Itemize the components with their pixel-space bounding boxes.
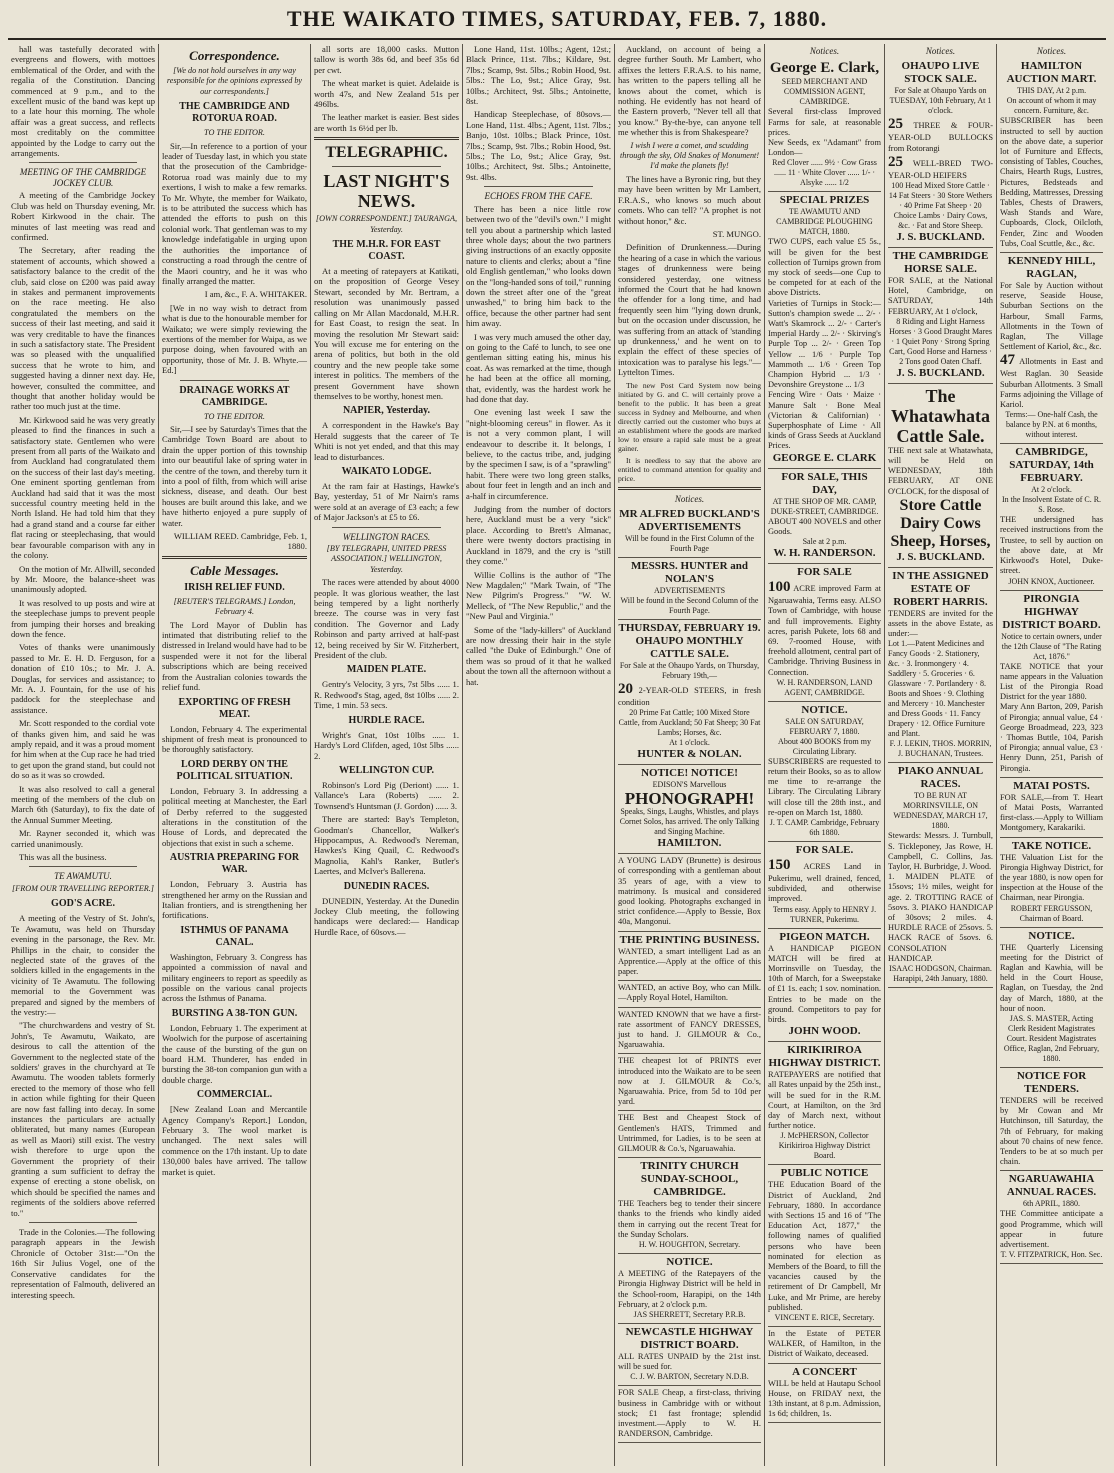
article-paragraph: Lone Hand, 11st. 10lbs.; Agent, 12st.; Black Prince, 11st. 7lbs.; Kildare, 9st. 7lbs.; Scamp, 9st. 5lbs.; Robin Hood, 9st. 5lbs.: The Lo, 9st.; Alice Gray, 9st. 10lbs.; Architect, 9st. 5lbs.; Antoinette, 8st. [466, 44, 611, 107]
ad-title: NOTICE FOR TENDERS. [1016, 1069, 1087, 1095]
ad-title: FOR SALE [797, 566, 852, 579]
advertisement [768, 1042, 881, 1165]
advertisement [768, 1165, 881, 1327]
advertisement [618, 932, 761, 982]
article-paragraph: It was also resolved to call a general meeting of the members of the club on March 6th (Saturday), to fix the date of the Annual Summer Meeting. [11, 783, 155, 825]
masthead: THE WAIKATO TIMES, SATURDAY, FEB. 7, 1880. [286, 6, 828, 31]
ad-body: SUBSCRIBER has been instructed to sell by auction on the above date, a superior lot of Furniture and Effects, consisting of Tables, Couches, Chairs, Hearth Rugs, Lustres, Pictures, Bedsteads and Bedding, Mattresses, Dressing Tables, Chests of Drawers, Wash Stands and Ware, Cupboards, Clock, Oilcloth, Fender, Zinc and Wooden Tubs, Coal Scuttle, &c., &c. [1000, 116, 1103, 248]
signature: WILLIAM REED. Cambridge, Feb. 1, 1880. [173, 531, 307, 552]
ad-body: Varieties of Turnips in Stock:— Sutton's champion swede ... 2/- · Watt's Skamrock ... 2/- · Carter's Imperial Hardy ... 2/- · Skirving's Purple Top ... 2/- · Green Top Yellow ... 1/6 · Purple Top Mammoth ... 1/6 · Green Top Champion Hybrid ... 1/3 · Devonshire Greystone ... 1/3 [768, 298, 881, 390]
ad-title: FOR SALE, THIS DAY, [781, 470, 868, 496]
ad-body: About 400 BOOKS from my Circulating Library. [778, 736, 871, 756]
ad-body: FOR SALE, at the National Hotel, Cambridge, on SATURDAY, 14th FEBRUARY, At 1 o'clock, [888, 276, 993, 316]
ad-title: PIAKO ANNUAL RACES. [897, 765, 984, 791]
race-result: Gentry's Velocity, 3 yrs, 7st 5lbs ...... 1. R. Redwood's Stag, aged, 8st 10lbs ...... 2. Time, 1 min. 53 secs. [314, 679, 459, 711]
advertisement [618, 1386, 761, 1443]
ad-body: THE undersigned has received instructions from the Trustee, to sell by auction on the above date, at Mr Kirkwood's Hotel, Duke-street. [1000, 515, 1103, 576]
ad-title: RAGLAN, [1026, 268, 1077, 281]
article-heading: NAPIER, Yesterday. [342, 405, 431, 417]
ad-number: 150 [768, 856, 791, 873]
ad-body: ADVERTISEMENTS [653, 586, 726, 595]
section-subheading: [FROM OUR TRAVELLING REPORTER.] [12, 883, 154, 893]
article-paragraph: It is needless to say that the above are entitled to command attention for quality and price. [618, 455, 761, 483]
advertisement [1000, 1171, 1103, 1264]
editor-note: [We do not hold ourselves in any way responsible for the opinions expressed by our correspondents.] [166, 66, 303, 96]
article-heading: ISTHMUS OF PANAMA CANAL. [180, 924, 289, 948]
ad-body: Lot 1.—Patent Medicines and Fancy Goods · 2. Stationery, &c. · 3. Ironmongery · 4. Saddlery · 5. Groceries · 6. Glassware · 7. Portlandery · 8. Boots and Shoes · 9. Clothing and Mercery · 10. Manchester and Dress Goods · 11. Fancy Drapery · 12. Office Furniture and Plant. [888, 639, 986, 739]
advertisement [1000, 253, 1103, 444]
advertisement [768, 564, 881, 702]
ad-body: New Seeds, ex "Adamant" from London— [768, 138, 881, 158]
advertisement [618, 854, 761, 931]
article-paragraph: There are started: Bay's Templeton, Goodman's Chancellor, Walker's Hippocampus, A. Redwood's Nereman, Hawkes's King Quail, C. Redwood's Magnolia, Kahl's Ranker, Butler's Laertes, and McIver's Ballerena. [314, 814, 459, 877]
ad-body: Speaks, Sings, Laughs, Whistles, and plays Cornet Solos, has arrived. The only Talking and Singing Machine. [619, 807, 760, 837]
article-heading: THE CAMBRIDGE AND ROTORUA ROAD. [179, 101, 290, 125]
masthead-rule [8, 38, 1106, 40]
article-subheading: [BY TELEGRAPH, UNITED PRESS ASSOCIATION.] WELLINGTON, Yesterday. [326, 544, 447, 574]
ad-title: NOTICE. [1028, 929, 1075, 942]
article-paragraph: Definition of Drunkenness.—During the hearing of a case in which the various stages of drunkenness were being considered yesterday, one witness informed the Court that he had known the offender for a long time, and had frequently seen him "lying down drunk, but on the occasion under discussion, he was suffering from an attack of 'standing up drunkenness,' and he went on to explain the effect of these species of intoxication was to paralyse his legs."—Lyttelton Times. [618, 242, 761, 378]
ad-subtitle: 6th APRIL, 1880. [1023, 1199, 1080, 1209]
ad-body: THE Quarterly Licensing meeting for the District of Raglan and Kawhia, will be held in the Court House, Raglan, on Tuesday, the 2nd day of March, 1880, at the hour of noon. [1000, 942, 1103, 1013]
ad-signature: J. T. CAMP. Cambridge, February 6th 1880. [769, 817, 880, 837]
article-paragraph: Washington, February 3. Congress has appointed a commission of naval and military engineers to report as speedily as possible on the various canal projects across the Isthmus of Panama. [162, 951, 307, 1004]
article-paragraph: London, February 4. The experimental shipment of fresh meat is pronounced to be thoroughly satisfactory. [162, 723, 307, 755]
article-paragraph: I was very much amused the other day, on going to the Café to lunch, to see one gentleman sitting eating his, minus his coat. As was remarked at the time, though he had been at the office all morning, that, evidently, was the hardest work he had done that day. [466, 331, 611, 404]
advertisement [888, 568, 993, 764]
article-paragraph: The wheat market is quiet. Adelaide is worth 47s, and New Zealand 51s per 496lbs. [314, 78, 459, 110]
ad-signature: T. V. FITZPATRICK, Hon. Sec. [1000, 1250, 1103, 1260]
ad-title: MR ALFRED BUCKLAND'S ADVERTISEMENTS [619, 508, 760, 533]
ad-body: Mary Ann Barton, 209, Parish of Pirongia; annual value, £4 · George Broadmead, 223, 323 · Thomas Buttle, 104, Parish of Pirongia; annual value, £3 · Henry Dunn, 251, Parish of Pirongia. [1000, 702, 1103, 773]
column-2 [158, 44, 310, 1466]
advertisement [618, 620, 761, 765]
ad-title: NEWCASTLE HIGHWAY DISTRICT BOARD. [625, 1325, 754, 1351]
ad-body: Sale at 2 p.m. [802, 537, 847, 547]
ad-signature: JOHN WOOD. [788, 1025, 861, 1038]
ad-title: IN THE ASSIGNED ESTATE OF ROBERT HARRIS. [892, 569, 989, 608]
ad-signature: JOHN KNOX, Auctioneer. [1008, 576, 1095, 586]
ad-subtitle: For Sale at Ohaupo Yards on TUESDAY, 10th February, At 1 o'clock. [889, 86, 992, 116]
ad-title: THE PRINTING BUSINESS. [619, 933, 760, 946]
ad-signature: ISAAC HODGSON, Chairman. Harapipi, 24th January, 1880. [889, 964, 992, 984]
advertisement [618, 1054, 761, 1111]
divider [332, 166, 441, 167]
advertisement [1000, 1068, 1103, 1171]
ad-title: NOTICE. [801, 703, 848, 716]
ad-title: OHAUPO LIVE STOCK SALE. [901, 60, 980, 86]
ad-title: George E. Clark, [769, 60, 880, 77]
race-heading: MAIDEN PLATE. [346, 664, 427, 676]
ad-number: 100 [768, 579, 791, 596]
ad-body: WANTED, a smart intelligent Lad as an Apprentice.—Apply at the office of this paper. [618, 946, 761, 977]
ad-title: SPECIAL PRIZES [779, 194, 870, 207]
advertisement [768, 702, 881, 842]
ad-body: FOR SALE Cheap, a first-class, thriving business in Cambridge with or without stock; £1 fast frontage; splendid investment.—Apply to W. H. RANDERSON, Cambridge. [618, 1388, 761, 1439]
ad-number: 25 [888, 116, 903, 133]
race-heading: WELLINGTON CUP. [338, 764, 435, 776]
ad-body: 1. MAIDEN PLATE of 15sovs; 1½ miles, weight for age. 2. TROTTING RACE of 5sovs. 3. PIAKO HANDICAP of 30sovs; 2 miles. 4. HURDLE RACE of 25sovs. 5. HACK RACE of 5sovs. 6. CONSOLATION HANDICAP. [888, 872, 993, 963]
ad-signature: Terms easy. Apply to HENRY J. TURNER, Pukerimu. [772, 904, 877, 924]
advertisement [618, 1111, 761, 1158]
poem: I wish I were a comet, and scudding through the sky, Old Snakes of Monument! I'd make the planets fly! [619, 140, 760, 171]
advertisement [1000, 58, 1103, 253]
article-paragraph: A correspondent in the Hawke's Bay Herald suggests that the career of Te Whiti is not yet ended, and that this may lead to disturbances. [314, 420, 459, 462]
ad-signature: J. S. BUCKLAND. [896, 366, 985, 379]
advertisement [618, 1008, 761, 1055]
advertisement [618, 981, 761, 1007]
advertisement [1000, 591, 1103, 778]
article-paragraph: hall was tastefully decorated with evergreens and flowers, with mottoes emblematical of the Order, and with the regalia of the Constitution. Dancing commenced at 9 p.m., and to the excellent music of the band was kept up to a late hour this morning. The whole affair was a great success, and reflects most creditably on the committee appointed by the Lodge to carry out the arrangements. [11, 44, 155, 159]
ad-subtitle: AT THE SHOP OF MR. CAMP, DUKE-STREET, CAMBRIDGE. [770, 496, 879, 516]
signature: I am, &c., F. A. WHITAKER. [204, 289, 307, 300]
advertisement [618, 1158, 761, 1254]
article-paragraph: Auckland, on account of being a degree further South. Mr Lambert, who affixes the letters F.R.A.S. to his name, has written to the papers telling all he knows about the comet, which is nothing. He evidently has not heard of the Eastern proverb, "Never tell all that you know." By-the-bye, can anyone tell me whether this is from Shakespeare? [618, 44, 761, 138]
ad-body: Allotments in East and West Raglan. 30 Seaside Suburban Allotments. 3 Small Farms adjoining the Village of Kariol. [1000, 357, 1103, 410]
column-8 [996, 44, 1106, 1466]
column-5 [614, 44, 764, 1466]
article-heading: WAIKATO LODGE. [341, 465, 432, 477]
section-heading: MEETING OF THE CAMBRIDGE JOCKEY CLUB. [19, 167, 147, 188]
article-paragraph: London, February 3. In addressing a political meeting at Manchester, the Earl of Derby referred to the suggested alterations in the constitution of the House of Lords, and deprecated the objections that exist in such a scheme. [162, 785, 307, 848]
article-paragraph: It was resolved to up posts and wire at the steeplechase jumps to prevent people from jumping their horses and breaking down the fence. [11, 597, 155, 639]
ad-subtitle: TE AWAMUTU AND CAMBRIDGE PLOUGHING MATCH, 1880. [776, 207, 873, 237]
article-heading: GOD'S ACRE. [51, 898, 115, 910]
ad-subtitle: At 2 o'clock. [1031, 485, 1072, 495]
advertisement [1000, 928, 1103, 1068]
article-heading: EXPORTING OF FRESH MEAT. [178, 696, 291, 720]
ad-title: MESSRS. HUNTER and NOLAN'S [630, 560, 749, 585]
article-paragraph: Votes of thanks were unanimously passed to Mr. E. H. D. Ferguson, for a donation of £10 10s.; to Mr. J. A. Douglas, for services and assistance; to Mr. A. J. Fountain, for the use of his paddock for the steeplechase and assistance. [11, 642, 155, 715]
article-paragraph: There has been a nice little row between two of the "devil's own." I might tell you about a partnership which lasted three whole days; about the two partners giving instructions of an exactly opposite nature to clients and clerks; about a "fine old English gentleman," who looks down on the "long-handed sons of toil," running down the street after one of the "great unwashed," to bring him back to the office, because the other partner had sent him away. [466, 203, 611, 329]
ad-subtitle: SALE ON SATURDAY, FEBRUARY 7, 1880. [785, 716, 864, 736]
ad-signature: JAS. S. MASTER, Acting Clerk Resident Magistrates Court. Resident Magistrates Office, Raglan, 2nd February, 1880. [1003, 1013, 1100, 1063]
ad-body: Stewards: Messrs. J. Turnbull, S. Tickleponey, Jas Rowe, H. Campbell, C. Collins, Jas. Taylor, H. Burbridge, J. Wood. [888, 831, 993, 872]
ad-body: WANTED, an active Boy, who can Milk.—Apply Royal Hotel, Hamilton. [618, 983, 761, 1003]
advertisement [618, 558, 761, 620]
advertisement [768, 192, 881, 468]
ad-title: THE CAMBRIDGE HORSE SALE. [892, 250, 989, 276]
ad-title: KENNEDY HILL, [1007, 255, 1096, 268]
section-heading: Correspondence. [189, 48, 280, 63]
ad-body: For Sale by Auction without reserve, Seaside House, Suburban Sections on the Harbour, Small Farms, Allotments in the Town of Raglan, The Village Settlement of Kariol, &c., &c. [1000, 281, 1103, 352]
ad-title: NOTICE! NOTICE! [641, 767, 738, 780]
ad-body: On account of whom it may concern. Furniture, &c. [1006, 96, 1097, 116]
ad-body: Terms:— One-half Cash, the balance by P.N. at 6 months, without interest. [1005, 410, 1098, 440]
ad-signature: C. J. W. BARTON, Secretary N.D.B. [630, 1372, 749, 1382]
advertisement [768, 1364, 881, 1424]
article-paragraph: The Secretary, after reading the statement of accounts, which showed a satisfactory balance to the credit of the club, said close on £200 was paid away in stakes and permanent improvements on the race meeting. He also congratulated the members on the success of their last meeting, and said it was very creditable to have the finances in such a satisfactory state. The President was so pleased with the unqualified success that he wrote to him, and suggested having a dinner next day. He, however, consulted the committee, and thought that another holiday would be rather too much just at the time. [11, 245, 155, 412]
ad-body: THE Valuation List for the Pirongia Highway District, for the year 1880, is now open for inspection at the House of the Chairman, near Pirongia. [1000, 852, 1103, 903]
advertisement [768, 469, 881, 564]
advertisement [1000, 838, 1103, 928]
divider [162, 556, 307, 559]
advertisement [768, 842, 881, 929]
divider [314, 137, 459, 140]
article-paragraph: The Lord Mayor of Dublin has intimated that distributing relief to the distressed in Ireland would have had to be suspended were it not for the liberal subscriptions which are being received from the Australian colonies towards the relief fund. [162, 619, 307, 693]
article-paragraph: A meeting of the Cambridge Jockey Club was held on Thursday evening, Mr. Robert Kirkwood in the chair. The minutes of last meeting was read and confirmed. [11, 190, 155, 242]
ad-signature: GEORGE E. CLARK [772, 451, 877, 464]
article-paragraph: At a meeting of ratepayers at Katikati, on the proposition of George Vesey Stewart, seconded by Mr. Bertram, a resolution was unanimously passed calling on Mr Allan Macdonald, M.H.R. for East Coast, to resign the seat. In moving the resolution Mr Stewart said: You will excuse me for entering on the arena of politics, but both in the old country and the new people take some interest in politics. The members of the present Government have shown themselves to be worthy, honest men. [314, 266, 459, 401]
notices-heading: Notices. [809, 46, 840, 56]
ad-title: NGARUAWAHIA ANNUAL RACES. [1006, 1173, 1097, 1199]
ad-body: 20 Prime Fat Cattle; 100 Mixed Store Cattle, from Auckland; 50 Fat Sheep; 30 Fat Lambs; Horses, &c. [618, 708, 761, 738]
column-4 [462, 44, 614, 1466]
article-heading: AUSTRIA PREPARING FOR WAR. [169, 852, 300, 876]
ad-title: PIRONGIA HIGHWAY DISTRICT BOARD. [1002, 592, 1101, 631]
ad-title: FOR SALE. [795, 843, 854, 856]
article-heading: WELLINGTON RACES. [342, 531, 431, 542]
article-paragraph: [New Zealand Loan and Mercantile Agency Company's Report.] London, February 3. The wool market is unchanged. The next sales will commence on the 17th instant. Up to date 130,000 bales have arrived. The tallow market is quiet. [162, 1104, 307, 1177]
ad-title: PUBLIC NOTICE [780, 1167, 869, 1180]
ad-subtitle: THIS DAY, At 2 p.m. [1016, 86, 1087, 96]
ad-body: A MEETING of the Ratepayers of the Pirongia Highway District will be held in the School-room, Harapipi, on the 14th February, at 2 o'clock p.m. [618, 1269, 761, 1309]
ad-body: A HANDICAP PIGEON MATCH will be fired at Morrinsville on Tuesday, the 10th of March, for a Sweepstake of £1 1s. each; 1 sov. nomination. Entries to be made on the ground. Competitors to pay for birds. [768, 943, 881, 1024]
ad-title: PIGEON MATCH. [779, 930, 870, 943]
column-1 [8, 44, 158, 1466]
article-subheading: TO THE EDITOR. [204, 128, 265, 138]
ad-body: THREE & FOUR-YEAR-OLD BULLOCKS from Rotorangi [888, 121, 993, 153]
ad-signature: W. H. RANDERSON. [773, 547, 876, 560]
ad-body: ACRE improved Farm at Ngaruawahia, Terms easy. ALSO Town of Cambridge, with house and full improvements. Eighty acres, parish Pukete, lots 68 and 69. 7-roomed House, with freehold allotment, central part of Cambridge. Thriving Business in Connection. [768, 584, 882, 677]
article-paragraph: Handicap Steeplechase, of 80sovs.— Lone Hand, 11st. 4lbs.; Agent, 11st. 7lbs.; Banjo, 10st. 10lbs.; Black Prince, 10st. 7lbs.; Scamp, 9st. 7lbs.; Robin Hood, 9st. 5lbs.; The Lo, 9st.; Alice Gray, 9st. 10lbs.; Architect, 9st. 5lbs.; Antoinette, 9st. 4lbs. [466, 109, 611, 182]
article-paragraph: A meeting of the Vestry of St. John's, Te Awamutu, was held on Thursday evening in the parsonage, the Rev. Mr. Phillips in the chair, to consider the neglected state of the graves of the soldiers killed in the engagements in the vicinity of Te Awamutu. The following memorial to the Government was prepared and signed by the members of the vestry:— [11, 913, 155, 1017]
ad-title: PHONOGRAPH! [624, 789, 755, 809]
divider [29, 162, 137, 163]
notices-heading: Notices. [925, 46, 956, 56]
signature: ST. MUNGO. [712, 228, 761, 239]
divider [29, 866, 137, 867]
divider [29, 1222, 137, 1223]
editor-comment: [We in no way wish to detract from what is due to the honourable member for Waikato; we were simply reviewing the exertions of the member for Waipa, as we purpose doing, when favoured with an opportunity, those of Mr. J. B. Whyte.—Ed.] [162, 302, 307, 376]
article-heading: THE M.H.R. FOR EAST COAST. [332, 239, 441, 263]
ad-number: 47 [1000, 352, 1015, 369]
advertisement [618, 1324, 761, 1386]
advertisement [768, 1327, 881, 1364]
ad-number: 25 [888, 153, 903, 170]
article-subheading: [REUTER'S TELEGRAMS.] London, February 4. [173, 596, 296, 617]
divider [332, 527, 441, 528]
ad-body: ABOUT 400 NOVELS and other Goods. [768, 516, 881, 536]
ad-body: Notice to certain owners, under the 12th Clause of "The Rating Act, 1876." [1001, 631, 1102, 661]
ad-body: THE next sale at Whatawhata, will be Held on WEDNESDAY, 18th FEBRUARY, AT ONE O'CLOCK, for the disposal of [888, 445, 993, 496]
article-paragraph: Trade in the Colonies.—The following paragraph appears in the Jewish Chronicle of October 31st:—"On the 16th Sir Julius Vogel, one of the Conservative candidates for the representation of Falmouth, delivered an interesting speech. [11, 1227, 155, 1300]
article-paragraph: This was all the business. [19, 852, 107, 863]
ad-body: THE Education Board of the District of Auckland, 2nd February, 1880. In accordance with Sections 15 and 16 of "The Education Act, 1877," the following names of qualified persons who have been nominated for election as Members of the Board, to fill the vacancies caused by the retirement of Dr Campbell, Mr Luke, and Mr Prime, are hereby published. [768, 1180, 881, 1312]
ad-title: CAMBRIDGE, SATURDAY, 14th FEBRUARY. [1009, 446, 1094, 485]
ad-title: Store Cattle Dairy Cows Sheep, Horses, [890, 496, 991, 550]
article-paragraph: Mr. Scott responded to the cordial vote of thanks given him, and said he was amply repaid, and it was a proud moment for him when at the Cup race he had tried to get upon the grand stand, but could not do so as it was so crowded. [11, 718, 155, 781]
ad-signature: VINCENT E. RICE, Secretary. [774, 1313, 875, 1323]
ad-body: 100 Head Mixed Store Cattle · 14 Fat Steers · 30 Store Wethers · 40 Prime Fat Sheep · 20 Choice Lambs · Dairy Cows, &c. · Fat and Store Sheep. [888, 181, 993, 231]
ad-body: TAKE NOTICE that your name appears in the Valuation List of the Pirongia Road District for the year 1880. [1000, 661, 1103, 702]
advertisement [618, 765, 761, 854]
ad-number: 20 [618, 681, 633, 697]
ad-signature: HUNTER & NOLAN. [637, 748, 742, 761]
article-paragraph: all sorts are 18,000 casks. Mutton tallow is worth 38s 6d, and beef 35s 6d per cwt. [314, 44, 459, 75]
ad-body: In the Insolvent Estate of C. R. S. Rose. [1001, 495, 1102, 515]
article-paragraph: Sir,—In reference to a portion of your leader of Tuesday last, in which you state that the prosecution of the Cambridge-Rotorua road was mainly due to my exertions, I wish to make a few remarks. To Mr. Whyte, the member for Waikato, is to be attributed the success which has attended the efforts to push on this colonial work. That gentleman was to my knowledge indefatigable in urging upon the authorities the importance of constructing a road through the centre of the Maori country, and he it was who finally arranged the matter. [162, 140, 307, 286]
ad-body: TENDERS will be received by Mr Cowan and Mr Hutchinson, till Saturday, the 7th of February, for making about 70 chains of new fence. Tenders to be at so much per chain. [1000, 1095, 1103, 1167]
ad-subtitle: TO BE RUN AT MORRINSVILLE, ON WEDNESDAY, MARCH 17, 1880. [893, 791, 988, 831]
article-paragraph: At the ram fair at Hastings, Hawke's Bay, yesterday, 51 of Mr Nairn's rams were sold at an average of £3 each; a few of Major Jackson's at £5 to £6. [314, 480, 459, 523]
article-paragraph: The leather market is easier. Best sides are worth 1s 6½d per lb. [314, 112, 459, 133]
ad-title: MATAI POSTS. [1013, 779, 1090, 792]
ad-title: HAMILTON AUCTION MART. [1006, 60, 1097, 86]
ad-body: Red Clover ...... 9½ · Cow Grass ...... 11 · White Clover ...... 1/- · Alsyke ...... 1/2 [772, 158, 877, 188]
advertisement [888, 248, 993, 384]
article-paragraph: Sir,—I see by Saturday's Times that the Cambridge Town Board are about to drain the upper portion of this township into our beautiful lake of spring water in the centre of the town, and thereby turn it into a pool of filth, from which will arise sickness, disease, and death. Our best houses are built around this lake, and we have hitherto enjoyed a pure supply of water. [162, 423, 307, 528]
ad-body: WILL be held at Hautapu School House, on FRIDAY next, the 13th instant, at 8 p.m. Admission, 1s 6d; children, 1s. [768, 1378, 881, 1419]
section-heading: ECHOES FROM THE CAFE. [484, 191, 593, 202]
section-heading: TELEGRAPHIC. [325, 144, 448, 162]
article-heading: BURSTING A 38-TON GUN. [171, 1007, 298, 1019]
ad-title: KIRIKIRIROA HIGHWAY DISTRICT. [768, 1044, 881, 1070]
article-paragraph: The new Post Card System now being initiated by G. and C. will certainly prove a benefit to the public. It has been a great success in Sydney and Melbourne, and when directly carried out the customer who buys at an establishment where the goods are marked low to ensure a rapid sale must be a great gainer. [618, 380, 761, 453]
article-paragraph: London, February 3. Austria has strengthened her army on the Russian and Italian frontiers, and is strengthening her fortifications. [162, 879, 307, 921]
divider [618, 487, 761, 490]
divider [180, 380, 289, 381]
ad-body: THE Best and Cheapest Stock of Gentlemen's HATS, Trimmed and Untrimmed, for Ladies, is to be seen at GILMOUR & Co.'s, Ngaruawahia. [618, 1113, 761, 1154]
ad-body: 8 Riding and Light Harness Horses · 3 Good Draught Mares · 1 Quiet Pony · Strong Spring Cart, Good Horse and Harness · 2 Tons good Oaten Chaff. [889, 316, 992, 366]
ad-body: ACRES Land in Pukerimu, well drained, fenced, subdivided, and otherwise improved. [768, 861, 881, 904]
ad-body: In the Estate of PETER WALKER, of Hamilton, in the District of Waikato, deceased. [768, 1329, 881, 1359]
ad-title: TRINITY CHURCH SUNDAY-SCHOOL, CAMBRIDGE. [640, 1160, 739, 1199]
ad-body: WELL-BRED TWO-YEAR-OLD HEIFERS [888, 158, 993, 180]
column-6 [764, 44, 884, 1466]
column-3 [310, 44, 462, 1466]
race-heading: HURDLE RACE. [348, 714, 425, 726]
ad-title: THURSDAY, FEBRUARY 19. [618, 622, 761, 634]
notices-heading: Notices. [674, 493, 705, 504]
race-result: Robinson's Lord Pig (Deriont) ...... 1. Vallance's Lara (Roberts) ...... 2. Townsend's Huntsman (J. Gordon) ...... 3. [314, 779, 459, 811]
article-paragraph: Mr. Kirkwood said he was very greatly pleased to find the finances in such a satisfactory state. Gentlemen who were present from all parts of the Waikato and from Auckland had congratulated them on the success of their last day's meeting. One eminent sporting gentleman from Auckland had said that it was the most successful country meeting held in the North Island. He had told him that they had a grand stand and a course far either flat racing or steeplechasing, that would bear favourable comparison with any in the colony. [11, 414, 155, 561]
ad-signature: HAMILTON. [657, 837, 722, 850]
ad-body: SEED MERCHANT AND COMMISSION AGENT, CAMBRIDGE. [781, 77, 868, 107]
section-heading: Cable Messages. [190, 562, 279, 578]
ad-body: THE Committee anticipate a good Programme, which will appear in future advertisement. [1000, 1209, 1103, 1250]
ad-body: TENDERS are invited for the assets in the above Estate, as under:— [888, 608, 993, 639]
ad-body: ALL RATES UNPAID by the 21st inst. will be sued for. [618, 1351, 761, 1372]
ad-signature: J. S. BUCKLAND. [896, 231, 985, 244]
article-heading: COMMERCIAL. [196, 1089, 273, 1101]
advertisement [618, 506, 761, 558]
ad-signature: ROBERT FERGUSSON, Chairman of Board. [1010, 903, 1093, 923]
advertisement [888, 384, 993, 568]
ad-title: NOTICE. [666, 1256, 713, 1269]
ad-title: OHAUPO MONTHLY CATTLE SALE. [635, 635, 744, 660]
article-paragraph: The races were attended by about 4000 people. It was glorious weather, the last being tempered by a light northerly breeze. The course was in very fast condition. The Governor and Lady Robinson and party arrived at half-past 12, being received by Sir W. Fitzherbert, President of the club. [314, 577, 459, 661]
ad-body: WANTED KNOWN that we have a first-rate assortment of FANCY DRESSES, just to hand. J. GILMOUR & Co., Ngaruawahia. [618, 1009, 761, 1050]
section-heading: LAST NIGHT'S NEWS. [323, 171, 450, 212]
ad-body: For Sale at the Ohaupo Yards, on Thursday, February 19th,— [619, 661, 760, 680]
section-subheading: [OWN CORRESPONDENT.] TAURANGA, Yesterday. [315, 214, 458, 234]
article-subheading: TO THE EDITOR. [204, 411, 265, 421]
advertisement [888, 763, 993, 988]
ad-body: Will be found in the First Column of the Fourth Page [625, 534, 754, 553]
article-paragraph: London, February 1. The experiment at Woolwich for the purpose of ascertaining the cause of the bursting of the gun on board H.M. Thunderer, has ended in bursting the 38-ton companion gun with a double charge. [162, 1022, 307, 1085]
section-heading: TE AWAMUTU. [54, 871, 112, 882]
ad-body: EDISON'S Marvellous [652, 780, 727, 790]
article-paragraph: DUNEDIN, Yesterday. At the Dunedin Jockey Club meeting, the following handicaps were declared:— Handicap Hurdle Race, of 60sovs.— [314, 895, 459, 937]
article-heading: LORD DERBY ON THE POLITICAL SITUATION. [176, 758, 293, 782]
ad-signature: J. S. BUCKLAND. [896, 550, 985, 563]
article-paragraph: "The churchwardens and vestry of St. John's, Te Awamutu, Waikato, are desirous to call the attention of the Government to the neglected state of the soldiers' graves in the churchyard at Te Awamutu. The wooden tablets formerly erected to the memory of those who fell in action while fighting for their Queen are now fast falling into decay. In some instances the particulars are actually obliterated, but many names (European as well as Maori) still exist. The vestry wish therefore to urge upon the Government the propriety of their granting a sum sufficient to defray the expense of erecting a stone obelisk, on which should be specified the names and regiments of the soldiers above referred to." [11, 1020, 155, 1218]
ad-body: RATEPAYERS are notified that all Rates unpaid by the 25th inst., will be sued for in the R.M. Court, at Hamilton, on the 3rd day of March next, without further notice. [768, 1070, 881, 1131]
article-heading: IRISH RELIEF FUND. [184, 581, 285, 593]
ad-body: THE Teachers beg to tender their sincere thanks to the friends who kindly aided them in carrying out the recent Treat for the Sunday Scholars. [618, 1199, 761, 1239]
ad-body: FOR SALE,—from T. Heart of Matai Posts, Warranted first-class.—Apply to William Montgomery, Karakariki. [1000, 792, 1103, 833]
ad-body: SUBSCRIBERS are requested to return their Books, so as to allow me time to re-arrange the Library. The Circulating Library will close till the 28th inst., and re-open on March 1st, 1880. [768, 756, 881, 817]
ad-title: The Whatawhata Cattle Sale. [890, 385, 990, 446]
ad-body: Will be found in the Second Column of the Fourth Page. [620, 596, 759, 615]
column-7 [884, 44, 996, 1466]
ad-signature: H. W. HOUGHTON, Secretary. [638, 1240, 741, 1250]
advertisement [888, 58, 993, 248]
notices-heading: Notices. [1036, 46, 1067, 56]
ad-body: TWO CUPS, each value £5 5s., will be given for the best collection of Turnips grown from my stock of seeds—one Cup to be competed for at each of the above Districts. [768, 237, 881, 298]
ad-body: Fencing Wire · Oats · Maize · Manure Salt · Bone Meal (Victorian & Californian) · Superphosphate of Lime · All kinds of Grass Seeds at Auckland Prices. [768, 390, 881, 451]
article-paragraph: One evening last week I saw the "night-blooming cereus" in flower. As it is not a very common plant, I will endeavour to describe it. It belongs, I believe, to the cactus tribe, and, judging by the specimen I saw, is of a "sprawling" habit. There were two long green stalks, about four feet in length and an inch and a-half in circumference. [466, 407, 611, 501]
ad-body: Several first-class Improved Farms for sale, at reasonable prices. [768, 107, 881, 137]
article-paragraph: Mr. Rayner seconded it, which was carried unanimously. [11, 828, 155, 849]
advertisement [1000, 444, 1103, 590]
advertisement [768, 58, 881, 192]
article-heading: DRAINAGE WORKS AT CAMBRIDGE. [179, 384, 290, 408]
ad-signature: W. H. RANDERSON, LAND AGENT, CAMBRIDGE. [776, 677, 873, 697]
article-paragraph: The lines have a Byronic ring, but they may have been written by Mr Lambert, F.R.A.S., who knows so much about comets. Who can tell? "A prophet is not without honor," &c. [618, 173, 761, 226]
ad-body: A YOUNG LADY (Brunette) is desirous of corresponding with a gentleman about 35 years of age, with a view to matrimony. Is musical and considered good looking. Photographs exchanged in strict confidence.—Apply to Bessie, Box 40a, Mangonui. [618, 856, 761, 927]
divider [484, 186, 593, 187]
ad-body: THE cheapest lot of PRINTS ever introduced into the Waikato are to be seen now at J. GILMOUR & Co.'s, Ngaruawahia. Price, from 5d to 10d per yard. [618, 1056, 761, 1107]
article-paragraph: Judging from the number of doctors here, Auckland must be a very "sick" place. According to Brett's Almanac, there were twenty doctors practising in Auckland in 1879, and the cry is "still they come." [466, 504, 611, 567]
ad-body: At 1 o'clock. [669, 738, 710, 748]
ad-signature: F. J. LEKIN, THOS. MORRIN, J. BUCHANAN, Trustees. [889, 739, 992, 759]
race-result: Wright's Gnat, 10st 10lbs ...... 1. Hardy's Lord Clifden, aged, 10st 5lbs ...... 2. [314, 729, 459, 761]
advertisement [1000, 778, 1103, 838]
ad-title: TAKE NOTICE. [1011, 839, 1092, 852]
advertisement [768, 929, 881, 1043]
article-paragraph: On the motion of Mr. Allwill, seconded by Mr. Moore, the balance-sheet was unanimously adopted. [11, 563, 155, 595]
article-paragraph: Willie Collins is the author of "The New Magdalen;" "Mark Twain, of "The New Pilgrim's Progress." "W. W. Melleck, of "The New Republic," and the "New Paul and Virginia." [466, 569, 611, 622]
article-heading: DUNEDIN RACES. [343, 880, 430, 892]
advertisement [618, 1254, 761, 1324]
ad-signature: JAS SHERRETT, Secretary P.R.B. [633, 1309, 746, 1319]
ad-body: 2-YEAR-OLD STEERS, in fresh condition [618, 686, 761, 707]
ad-signature: J. McPHERSON, Collector Kirikiriroa Highway District Board. [778, 1131, 871, 1161]
article-paragraph: Some of the "lady-killers" of Auckland are now dressing their hair in the style called "the Duke of Edinburgh." One of them was so proud of it that he walked about the town all the afternoon without a hat. [466, 624, 611, 687]
ad-title: A CONCERT [792, 1365, 857, 1378]
